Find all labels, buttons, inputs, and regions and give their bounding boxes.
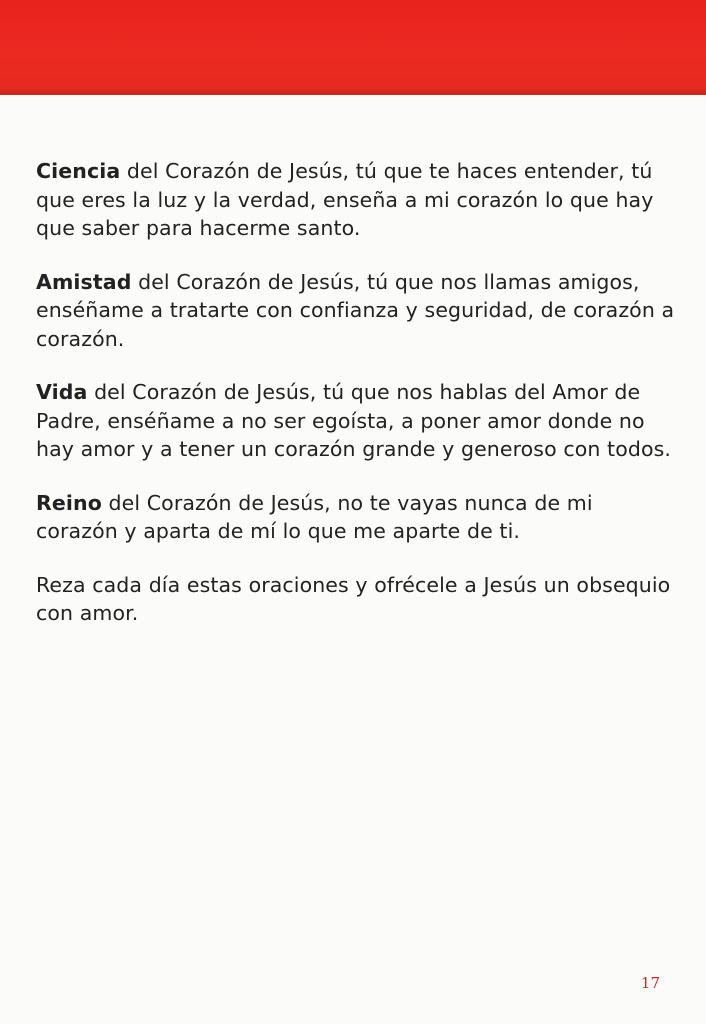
paragraph-lead-word: Amistad [36, 269, 132, 294]
paragraph-text: Reza cada día estas oraciones y ofrécele a Jesús un obsequio con amor. [36, 572, 671, 625]
paragraph-text: del Corazón de Jesús, tú que te haces entender, tú que eres la luz y la verdad, enseña a mi corazón lo que hay que saber para hacerme santo. [36, 159, 654, 240]
paragraph-text: del Corazón de Jesús, no te vayas nunca de mi corazón y aparta de mí lo que me aparte de ti. [36, 490, 593, 543]
paragraph-lead-word: Reino [36, 490, 102, 515]
paragraph-lead-word: Ciencia [36, 159, 121, 183]
paragraph-text: del Corazón de Jesús, tú que nos llamas amigos, enséñame a tratarte con confianza y seguridad, de corazón a corazón. [36, 269, 675, 351]
paragraph-lead-word: Vida [36, 380, 88, 404]
paragraph-amistad [36, 268, 676, 354]
paragraph-closing-instruction [36, 571, 676, 628]
page-number: 17 [640, 974, 660, 992]
paragraph-text: del Corazón de Jesús, tú que nos hablas del Amor de Padre, enséñame a no ser egoísta, a poner amor donde no hay amor y a tener un corazón grande y generoso con todos. [36, 380, 671, 461]
paragraph-vida [36, 378, 676, 464]
paragraph-ciencia [36, 157, 676, 243]
paragraph-reino [36, 489, 676, 546]
prayer-text-body [36, 157, 676, 653]
header-color-band [0, 0, 706, 95]
